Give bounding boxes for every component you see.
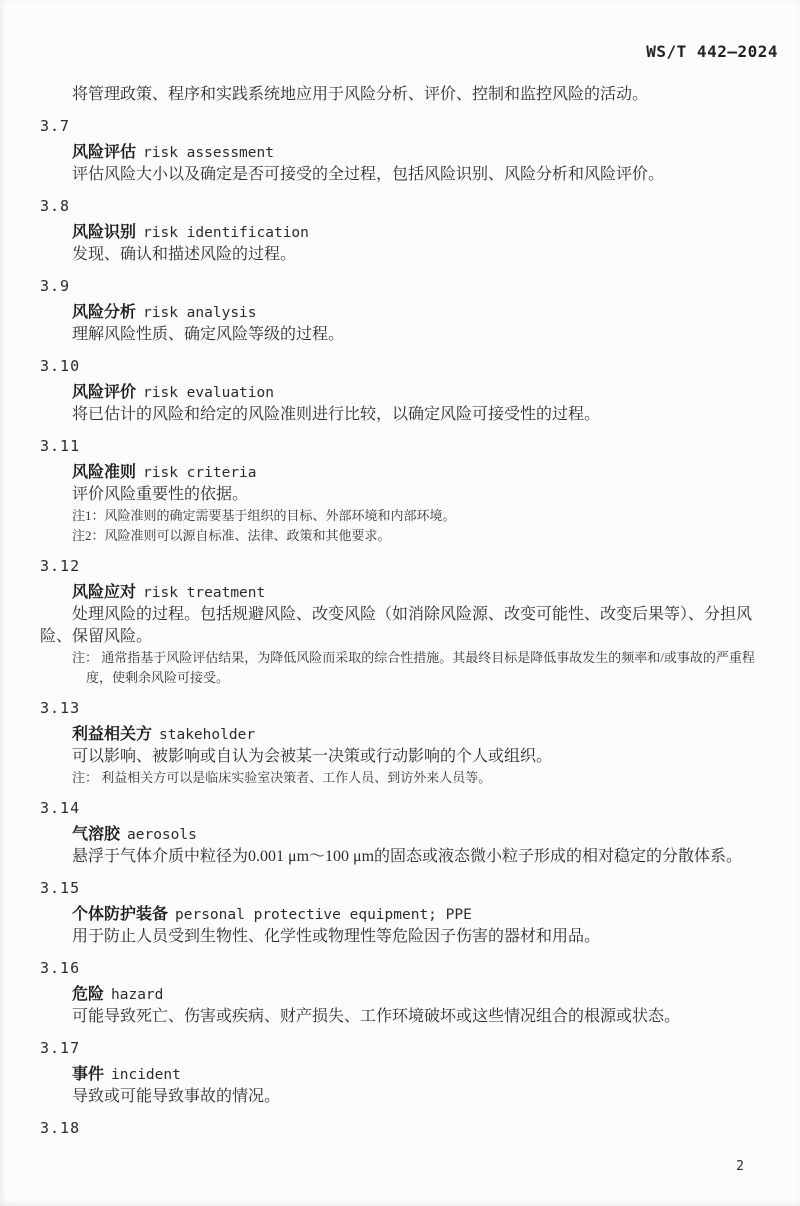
term-definition: 发现、确认和描述风险的过程。 xyxy=(72,246,297,263)
term-line xyxy=(72,382,772,404)
term-chinese: 事件 xyxy=(72,1066,105,1083)
term-section xyxy=(40,1118,772,1138)
term-chinese: 气溶胶 xyxy=(72,826,121,843)
term-section xyxy=(40,878,772,948)
term-english: incident xyxy=(111,1067,181,1083)
term-chinese: 风险评价 xyxy=(72,384,137,401)
doc-code: WS/T 442—2024 xyxy=(646,42,778,61)
term-line xyxy=(72,462,772,484)
term-definition: 评估风险大小以及确定是否可接受的全过程，包括风险识别、风险分析和风险评价。 xyxy=(72,166,665,183)
page-number: 2 xyxy=(736,1159,744,1174)
term-english: risk identification xyxy=(143,225,309,241)
term-section xyxy=(40,436,772,546)
term-notes xyxy=(40,768,772,788)
term-note: 注： 利益相关方可以是临床实验室决策者、工作人员、到访外来人员等。 xyxy=(72,770,492,785)
section-number: 3.15 xyxy=(40,879,81,897)
term-note: 注： 通常指基于风险评估结果，为降低风险而采取的综合性措施。其最终目标是降低事故发生的频率和/或事故的严重程度，使剩余风险可接受。 xyxy=(72,650,755,685)
term-english: personal protective equipment; PPE xyxy=(175,907,472,923)
term-chinese: 风险准则 xyxy=(72,464,137,481)
term-line xyxy=(72,1064,772,1086)
document-content xyxy=(0,84,800,1138)
term-line xyxy=(72,904,772,926)
section-number: 3.7 xyxy=(40,117,71,135)
term-english: risk evaluation xyxy=(143,385,274,401)
term-definition: 处理风险的过程。包括规避风险、改变风险（如消除风险源、改变可能性、改变后果等）、分担风险、保留风险。 xyxy=(40,606,753,645)
term-notes xyxy=(40,506,772,546)
section-number: 3.11 xyxy=(40,437,81,455)
section-number: 3.9 xyxy=(40,277,71,295)
term-section xyxy=(40,1038,772,1108)
section-number: 3.10 xyxy=(40,357,81,375)
term-english: risk assessment xyxy=(143,145,274,161)
section-number: 3.18 xyxy=(40,1119,81,1137)
term-line xyxy=(72,984,772,1006)
term-definition: 理解风险性质、确定风险等级的过程。 xyxy=(72,326,345,343)
term-line xyxy=(72,824,772,846)
section-number: 3.12 xyxy=(40,557,81,575)
term-definition: 导致或可能导致事故的情况。 xyxy=(72,1088,281,1105)
term-note: 注2：风险准则可以源自标准、法律、政策和其他要求。 xyxy=(72,528,391,543)
term-section xyxy=(40,116,772,186)
term-english: risk analysis xyxy=(143,305,257,321)
term-section xyxy=(40,276,772,346)
term-chinese: 风险评估 xyxy=(72,144,137,161)
term-line xyxy=(72,582,772,604)
section-number: 3.16 xyxy=(40,959,81,977)
term-section xyxy=(40,698,772,788)
term-section xyxy=(40,196,772,266)
term-notes xyxy=(40,648,772,688)
section-number: 3.17 xyxy=(40,1039,81,1057)
term-note: 注1：风险准则的确定需要基于组织的目标、外部环境和内部环境。 xyxy=(72,508,456,523)
term-definition: 悬浮于气体介质中粒径为0.001 μm～100 μm的固态或液态微小粒子形成的相对稳定的分散体系。 xyxy=(72,848,743,865)
term-section xyxy=(40,958,772,1028)
term-line xyxy=(72,142,772,164)
term-section xyxy=(40,356,772,426)
term-english: aerosols xyxy=(127,827,197,843)
term-definition: 评价风险重要性的依据。 xyxy=(72,486,249,503)
term-english: stakeholder xyxy=(159,727,256,743)
term-chinese: 风险分析 xyxy=(72,304,137,321)
section-number: 3.8 xyxy=(40,197,71,215)
term-english: risk criteria xyxy=(143,465,257,481)
section-number: 3.14 xyxy=(40,799,81,817)
term-line xyxy=(72,222,772,244)
term-definition: 可能导致死亡、伤害或疾病、财产损失、工作环境破坏或这些情况组合的根源或状态。 xyxy=(72,1008,681,1025)
term-line xyxy=(72,724,772,746)
term-english: risk treatment xyxy=(143,585,266,601)
term-section xyxy=(40,556,772,688)
term-chinese: 风险应对 xyxy=(72,584,137,601)
term-definition: 将已估计的风险和给定的风险准则进行比较，以确定风险可接受性的过程。 xyxy=(72,406,601,423)
sections-container xyxy=(40,116,772,1138)
term-chinese: 危险 xyxy=(72,986,105,1003)
intro-paragraph: 将管理政策、程序和实践系统地应用于风险分析、评价、控制和监控风险的活动。 xyxy=(72,86,649,103)
page-header xyxy=(0,0,800,62)
term-definition: 用于防止人员受到生物性、化学性或物理性等危险因子伤害的器材和用品。 xyxy=(72,928,601,945)
term-chinese: 个体防护装备 xyxy=(72,906,169,923)
term-english: hazard xyxy=(111,987,164,1003)
term-chinese: 风险识别 xyxy=(72,224,137,241)
term-line xyxy=(72,302,772,324)
section-number: 3.13 xyxy=(40,699,81,717)
term-definition: 可以影响、被影响或自认为会被某一决策或行动影响的个人或组织。 xyxy=(72,748,553,765)
term-section xyxy=(40,798,772,868)
term-chinese: 利益相关方 xyxy=(72,726,153,743)
